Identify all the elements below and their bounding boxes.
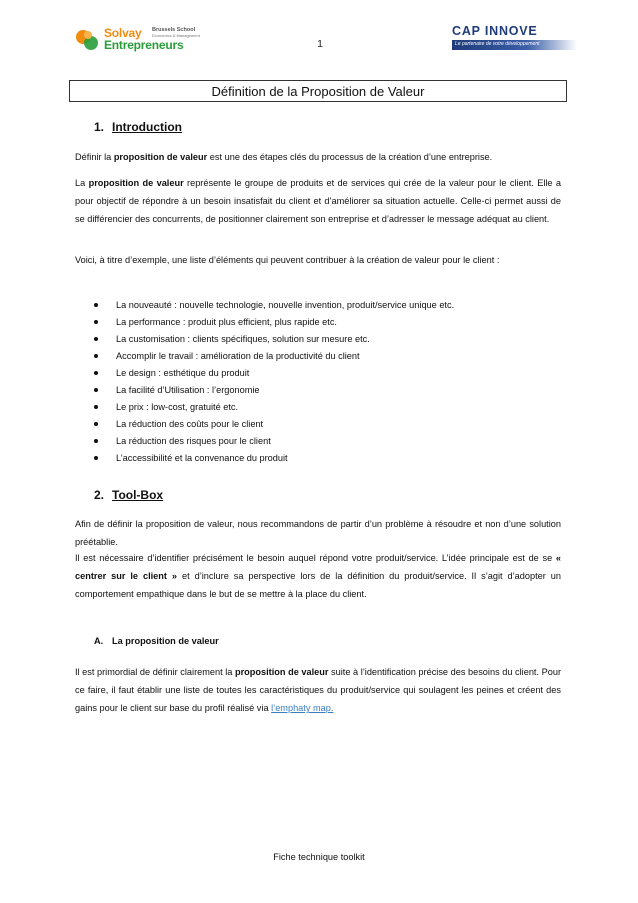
section-title: Tool-Box	[112, 488, 164, 502]
bold-term: proposition de valeur	[234, 667, 329, 677]
list-item: Le design : esthétique du produit	[94, 365, 454, 382]
solvay-entrepreneurs-logo	[74, 26, 204, 56]
solvay-logo-icon	[74, 27, 100, 53]
section-title: Introduction	[112, 120, 182, 134]
bullet-icon	[94, 354, 98, 358]
bullet-icon	[94, 303, 98, 307]
bullet-icon	[94, 388, 98, 392]
list-item: La nouveauté : nouvelle technologie, nouvelle invention, produit/service unique etc.	[94, 297, 454, 314]
list-item: Accomplir le travail : amélioration de la productivité du client	[94, 348, 454, 365]
section-heading-tool-box	[94, 488, 163, 502]
section-number: 1.	[94, 120, 105, 134]
bullet-icon	[94, 422, 98, 426]
subsection-letter: A.	[94, 636, 104, 646]
bullet-icon	[94, 439, 98, 443]
bold-term: proposition de valeur	[88, 178, 184, 188]
logo-cap-tagline: Le partenaire de votre développement	[455, 41, 540, 47]
list-item: Le prix : low-cost, gratuité etc.	[94, 399, 454, 416]
subsection-title: La proposition de valeur	[112, 636, 219, 646]
bullet-icon	[94, 320, 98, 324]
bold-term: « centrer sur le client »	[75, 553, 561, 581]
toolbox-paragraph-3: Il est primordial de définir clairement la proposition de valeur suite à l’identification précise des besoins du client. Pour ce faire, il faut établir une liste de toutes les caractéristiques du produit/service qui soulagent les peines et créent des gains pour le client sur base du profil réalisé via l’emphaty map.	[75, 667, 562, 713]
toolbox-paragraph-1: Afin de définir la proposition de valeur, nous recommandons de partir d’un problème à résoudre et non d’une solution préétablie.	[75, 519, 561, 547]
toolbox-paragraph-2: Il est nécessaire d’identifier précisément le besoin auquel répond votre produit/service. L’idée principale est de se « centrer sur le client » et d’inclure sa perspective lors de la définition du produit/service. Il s’agit d’adopter un comportement empathique dans le but de se mettre à la place du client.	[75, 553, 561, 599]
list-item: L’accessibilité et la convenance du produit	[94, 450, 454, 467]
document-title: Définition de la Proposition de Valeur	[69, 80, 567, 102]
intro-paragraph-2: La proposition de valeur représente le groupe de produits et de services qui crée de la valeur pour le client. Elle a pour objectif de répondre à un besoin insatisfait du client et d’améliorer sa situation actuelle. Celle-ci permet aussi de se différencier des concurrents, de positionner clairement son entreprise et d’adresser le message adéquat au client.	[75, 178, 561, 224]
bullet-icon	[94, 405, 98, 409]
intro-paragraph-3: Voici, à titre d’exemple, une liste d’éléments qui peuvent contribuer à la création de valeur pour le client :	[75, 255, 500, 265]
logo-school-text: Brussels School	[152, 27, 196, 33]
bold-term: proposition de valeur	[113, 152, 208, 162]
bullet-icon	[94, 371, 98, 375]
subsection-heading	[94, 636, 219, 646]
list-item: La réduction des coûts pour le client	[94, 416, 454, 433]
section-number: 2.	[94, 488, 105, 502]
bullet-icon	[94, 456, 98, 460]
section-heading-introduction	[94, 120, 182, 134]
list-item: La customisation : clients spécifiques, solution sur mesure etc.	[94, 331, 454, 348]
list-item: La réduction des risques pour le client	[94, 433, 454, 450]
logo-school-subtext: Economics & Management	[152, 33, 200, 38]
logo-solvay-text: Solvay	[104, 26, 142, 40]
page-footer: Fiche technique toolkit	[273, 852, 365, 862]
logo-cap-innove-text: CAP INNOVE	[452, 24, 538, 38]
page-number: 1	[317, 38, 323, 50]
value-elements-list	[94, 297, 454, 467]
list-item: La facilité d’Utilisation : l’ergonomie	[94, 382, 454, 399]
bullet-icon	[94, 337, 98, 341]
intro-paragraph-1: Définir la proposition de valeur est une des étapes clés du processus de la création d’une entreprise.	[75, 152, 493, 162]
list-item: La performance : produit plus efficient, plus rapide etc.	[94, 314, 454, 331]
cap-innove-logo	[452, 24, 580, 56]
logo-entrepreneurs-text: Entrepreneurs	[104, 38, 184, 52]
empathy-map-link[interactable]: l’emphaty map.	[271, 703, 334, 713]
